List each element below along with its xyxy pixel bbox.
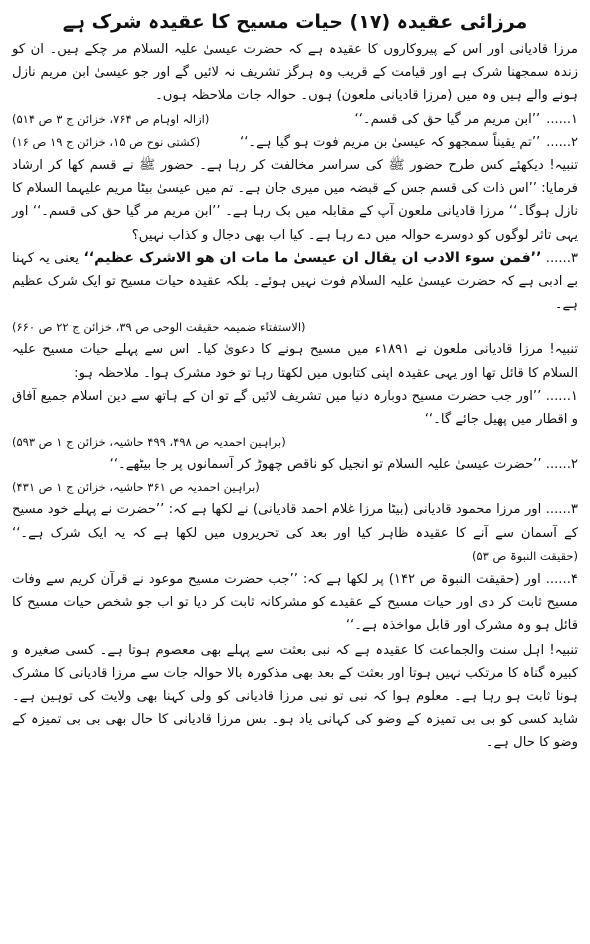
tanbih-paragraph: تنبیہ! مرزا قادیانی ملعون نے ۱۸۹۱ء میں مسیح ہونے کا دعویٰ کیا۔ اس سے پہلے حیات مسیح علیہ السلام کا قائل تھا اور یہی عقیدہ اپنی کتابوں میں لکھتا رہا تو خود مشرک ہوا۔ ملاحظہ ہو: bbox=[12, 342, 578, 381]
item-number: ۱...... bbox=[546, 111, 578, 127]
quote-item bbox=[12, 453, 578, 476]
reference: (براہین احمدیہ ص ۴۹۸، ۴۹۹ حاشیہ، خزائن ج ۱ ص ۵۹۳) bbox=[12, 435, 286, 450]
reference: (براہین احمدیہ ص ۳۶۱ حاشیہ، خزائن ج ۱ ص ۴۳۱) bbox=[12, 480, 260, 495]
page-title: مرزائی عقیدہ (۱۷) حیات مسیح کا عقیدہ شرک ہے bbox=[62, 11, 528, 33]
quote-text: ’’اور جب حضرت مسیح دوبارہ دنیا میں تشریف لائیں گے تو ان کے ہاتھ سے دین اسلام جمیع آفاق و اقطار میں پھیل جائے گا۔‘‘ bbox=[12, 388, 578, 428]
quote-item bbox=[12, 568, 578, 638]
quote-text: اور مرزا محمود قادیانی (بیٹا مرزا غلام احمد قادیانی) نے لکھا ہے کہ: ’’حضرت نے پہلے خود مسیح کے آسمان سے آنے کا عقیدہ ظاہر کیا اور بعد کی تحریروں میں لکھا ہے کہ یہ ایک شرک ہے۔‘‘ bbox=[12, 502, 578, 541]
item-number: ۴...... bbox=[545, 572, 578, 588]
quote-item bbox=[12, 247, 578, 317]
item-number: ۲...... bbox=[545, 457, 578, 473]
item-number: ۳...... bbox=[545, 502, 578, 518]
quote-text: یعنی یہ کہنا بے ادبی ہے کہ حضرت عیسیٰ علیہ السلام فوت نہیں ہوئے۔ بلکہ عقیدہ حیات مسیح تو ایک شرک عظیم ہے۔ bbox=[12, 250, 578, 313]
quote-item bbox=[12, 385, 578, 431]
quote-item bbox=[12, 108, 578, 131]
reference: (ازالہ اوہام ص ۷۶۴، خزائن ج ۳ ص ۵۱۴) bbox=[12, 111, 210, 126]
item-number: ۲...... bbox=[546, 134, 578, 150]
item-number: ۳...... bbox=[545, 250, 579, 266]
intro-paragraph: مرزا قادیانی اور اس کے پیروکاروں کا عقیدہ ہے کہ حضرت عیسیٰ علیہ السلام مر چکے ہیں۔ ان کو زندہ سمجھنا شرک ہے اور قیامت کے قریب وہ ہرگز تشریف نہ لائیں گے اور جو عیسیٰ ابن مریم نازل ہونے والے ہیں وہ میں (مرزا قادیانی ملعون) ہوں۔ حوالہ جات ملاحظہ ہوں۔ bbox=[12, 42, 578, 104]
tanbih-paragraph: تنبیہ! دیکھئے کس طرح حضور ﷺ کی سراسر مخالفت کر رہا ہے۔ حضور ﷺ نے قسم کھا کر ارشاد فرمایا: ’’اس ذات کی قسم جس کے قبضہ میں میری جان ہے۔ تم میں عیسیٰ بیٹا مریم علیہما السلام کا نازل ہوگا۔‘‘ مرزا قادیانی ملعون آپ کے مقابلہ میں بک رہا ہے۔ ’’ابن مریم مر گیا حق کی قسم۔‘‘ اور یہی تاثر لوگوں کو دوسرے حوالہ میں دے رہا ہے۔ کیا اب بھی دجال و کذاب نہیں؟ bbox=[12, 158, 578, 243]
item-number: ۱...... bbox=[545, 388, 578, 404]
reference: (الاستفتاء ضمیمہ حقیقت الوحی ص ۳۹، خزائن ج ۲۲ ص ۶۶۰) bbox=[12, 320, 306, 335]
reference: (کشتی نوح ص ۱۵، خزائن ج ۱۹ ص ۱۶) bbox=[12, 134, 201, 149]
quote-text: ’’ابن مریم مر گیا حق کی قسم۔‘‘ bbox=[354, 111, 541, 127]
reference: (حقیقت النبوۃ ص ۵۳) bbox=[471, 548, 578, 563]
quote-text: ’’حضرت عیسیٰ علیہ السلام تو انجیل کو ناقص چھوڑ کر آسمانوں پر جا بیٹھے۔‘‘ bbox=[109, 457, 542, 473]
arabic-quote: ’’فمن سوء الادب ان یقال ان عیسیٰ ما مات ان ھو الاشرک عظیم‘‘ bbox=[83, 249, 542, 266]
quote-item bbox=[12, 498, 578, 568]
quote-text: اور (حقیقت النبوۃ ص ۱۴۲) پر لکھا ہے کہ: ’’جب حضرت مسیح موعود نے قرآن کریم سے وفات مسیح ثابت کر دی اور حیات مسیح کے عقیدے کو مشرکانہ ثابت کر دیا تو اب جو شخص حیات مسیح کا قائل ہو وہ مشرک اور قابل مواخذہ ہے۔‘‘ bbox=[12, 572, 578, 634]
tanbih-paragraph: تنبیہ! اہل سنت والجماعت کا عقیدہ ہے کہ نبی بعثت سے پہلے بھی معصوم ہوتا ہے۔ کسی صغیرہ و کبیرہ گناہ کا مرتکب نہیں ہوتا اور بعثت کے بعد بھی مذکورہ بالا حوالہ جات سے مرزا قادیانی کا مشرک ہونا ثابت ہو رہا ہے۔ معلوم ہوا کہ نبی تو نبی مرزا قادیانی کو ولی کہنا بھی ولایت کی توہین ہے۔ شاید کسی کو بی بی تمیزہ کے وضو کی کہانی یاد ہو۔ بس مرزا قادیانی کا حال بھی بی بی تمیزہ کے وضو کا حال ہے۔ bbox=[12, 642, 578, 751]
quote-item bbox=[12, 131, 578, 154]
quote-text: ’’تم یقیناً سمجھو کہ عیسیٰ بن مریم فوت ہو گیا ہے۔‘‘ bbox=[240, 134, 541, 150]
